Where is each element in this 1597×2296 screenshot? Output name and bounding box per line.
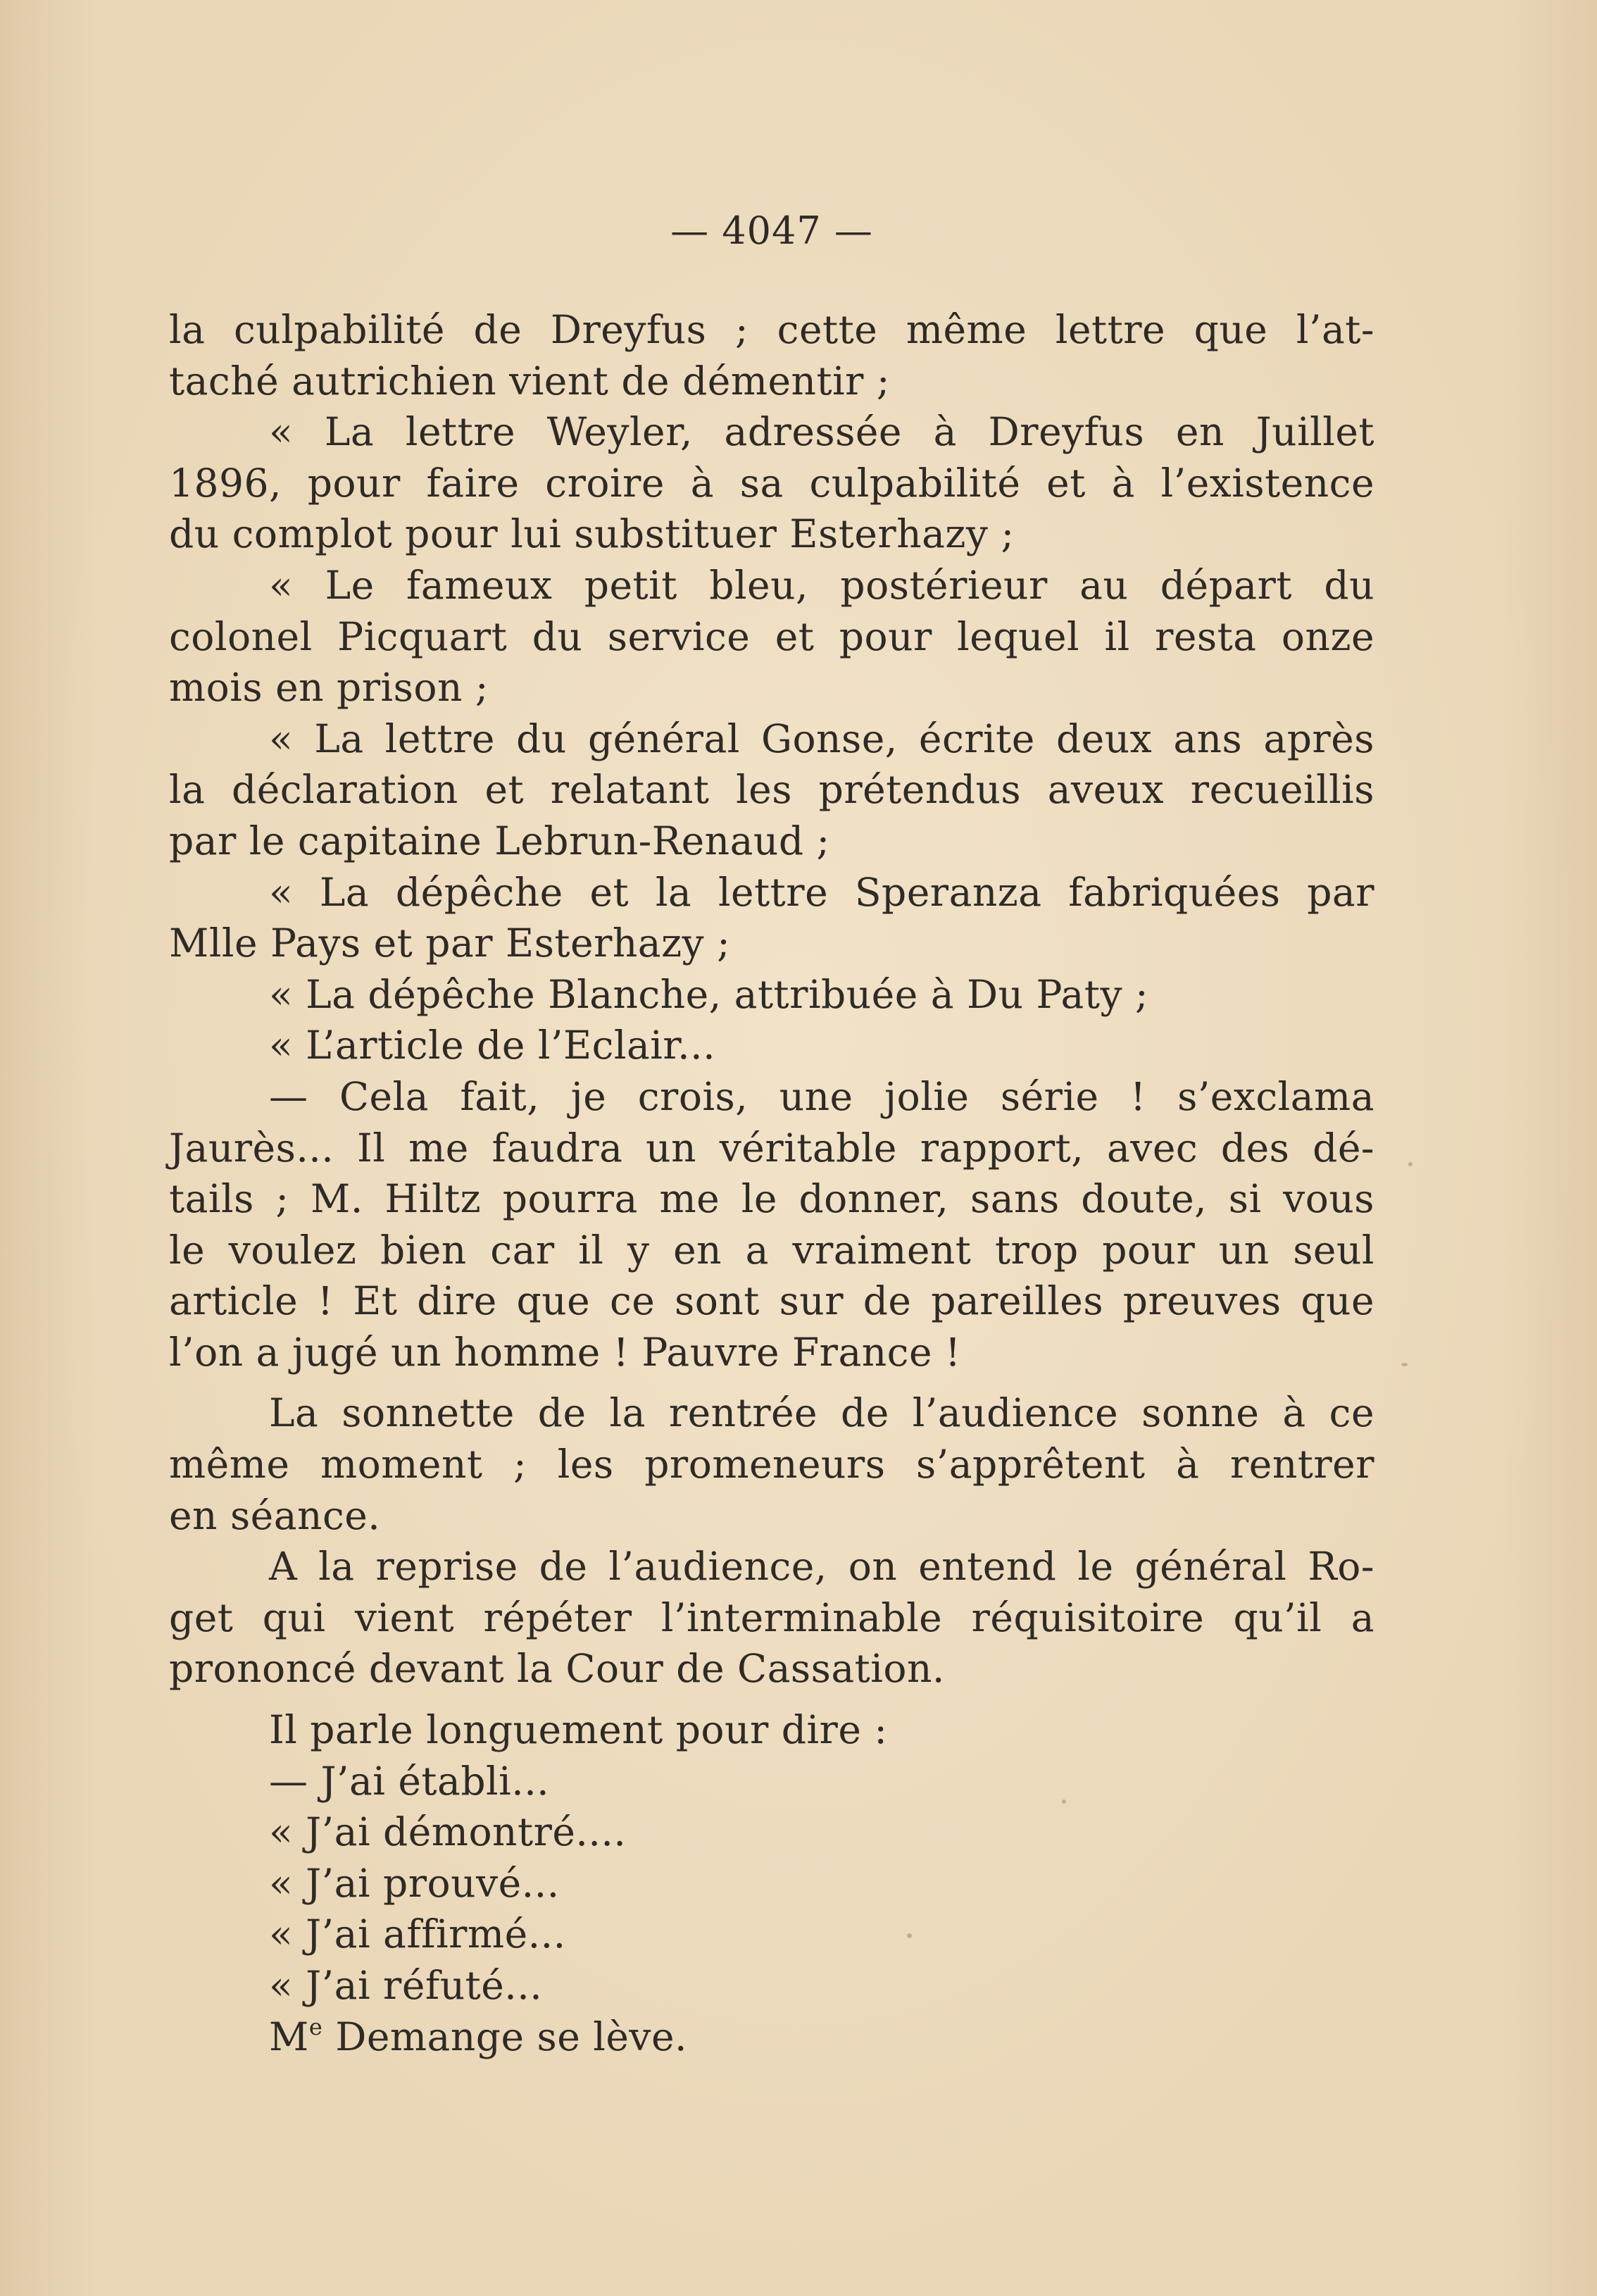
text-line: tails ; M. Hiltz pourra me le donner, sans doute, si vous	[169, 1176, 1374, 1222]
text-line: en séance.	[169, 1492, 381, 1538]
text-line: taché autrichien vient de démentir ;	[169, 358, 890, 404]
text-line: « La lettre du général Gonse, écrite deux ans après	[269, 716, 1374, 761]
text-line: Jaurès... Il me faudra un véritable rapport, avec des dé-	[169, 1125, 1374, 1171]
text-line: « La lettre Weyler, adressée à Dreyfus en Juillet	[269, 409, 1374, 455]
text-line: le voulez bien car il y en a vraiment trop pour un seul	[169, 1227, 1374, 1273]
text-line: 1896, pour faire croire à sa culpabilité et à l’existence	[169, 460, 1374, 506]
text-line: article ! Et dire que ce sont sur de pareilles preuves que	[169, 1278, 1374, 1324]
text-line: — J’ai établi...	[269, 1758, 550, 1804]
text-line: get qui vient répéter l’interminable réquisitoire qu’il a	[169, 1595, 1374, 1640]
text-line: l’on a jugé un homme ! Pauvre France !	[169, 1329, 961, 1375]
text-line: mois en prison ;	[169, 665, 489, 711]
text-line: « J’ai réfuté...	[269, 1963, 543, 2008]
paper-speck	[1408, 1162, 1413, 1166]
text-line: « Le fameux petit bleu, postérieur au départ du	[269, 562, 1374, 608]
text-line: du complot pour lui substituer Esterhazy ;	[169, 511, 1015, 557]
text-line: La sonnette de la rentrée de l’audience sonne à ce	[269, 1390, 1374, 1436]
text-line: « La dépêche et la lettre Speranza fabriquées par	[269, 869, 1374, 915]
text-line	[169, 2011, 1374, 2063]
text-line: A la reprise de l’audience, on entend le général Ro-	[269, 1544, 1374, 1590]
text-line: « L’article de l’Eclair...	[269, 1023, 716, 1068]
text-line: Mlle Pays et par Esterhazy ;	[169, 921, 731, 966]
paper-speck	[1062, 1799, 1066, 1804]
body-text	[169, 304, 1374, 2062]
text-line: prononcé devant la Cour de Cassation.	[169, 1646, 945, 1692]
paper-speck	[907, 1933, 912, 1938]
text-line: la culpabilité de Dreyfus ; cette même lettre que l’at-	[169, 307, 1374, 352]
text-line: « J’ai prouvé...	[269, 1860, 560, 1906]
paper-speck	[1401, 1363, 1408, 1366]
text-line: « J’ai démontré....	[269, 1809, 627, 1855]
text-line: par le capitaine Lebrun-Renaud ;	[169, 818, 830, 863]
text-line: — Cela fait, je crois, une jolie série ! s’exclama	[269, 1073, 1374, 1119]
text-line: colonel Picquart du service et pour lequel il resta onze	[169, 613, 1374, 659]
text-line: « J’ai affirmé...	[269, 1911, 566, 1957]
title-abbreviation: M	[269, 2014, 309, 2059]
text-line-content: Demange se lève.	[335, 2014, 688, 2059]
text-line: même moment ; les promeneurs s’apprêtent à rentrer	[169, 1442, 1374, 1487]
text-line: Il parle longuement pour dire :	[269, 1707, 888, 1753]
title-abbreviation-superscript: e	[308, 2013, 323, 2040]
text-line: la déclaration et relatant les prétendus aveux recueillis	[169, 767, 1374, 813]
book-page	[169, 0, 1374, 2296]
text-line: « La dépêche Blanche, attribuée à Du Paty ;	[269, 971, 1149, 1017]
page-number: — 4047 —	[670, 208, 873, 253]
